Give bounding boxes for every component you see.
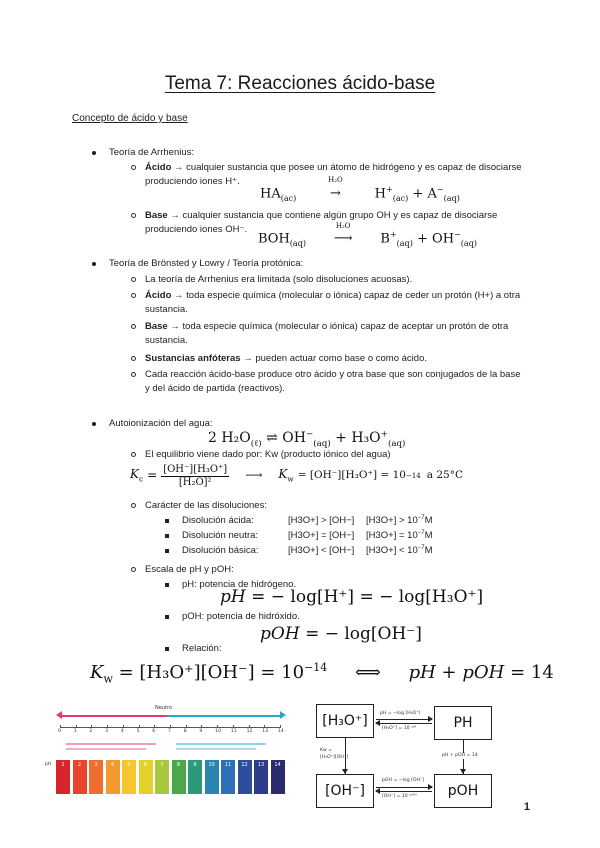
ph-equation xyxy=(220,585,483,610)
arrow-label: H₂O xyxy=(335,222,351,231)
solution-value xyxy=(366,544,433,558)
acid-definition: → toda especie química (molecular o iónica) capaz de ceder un protón (H+) a otra sustancia. xyxy=(145,290,521,315)
ruler-tick xyxy=(91,725,92,728)
fraction-numerator: [OH⁻][H₃O⁺] xyxy=(163,464,228,475)
value-text: [H3O+] > 10 xyxy=(366,515,418,527)
ruler-number: 14 xyxy=(278,729,284,734)
arrow-label: H₂O xyxy=(328,176,343,185)
scale-text: Escala de pH y pOH: xyxy=(145,564,234,575)
eq-term: OH xyxy=(432,231,455,247)
ruler-tick xyxy=(264,725,265,728)
ph-label: pH: potencia de hidrógeno. xyxy=(182,579,297,590)
eq-rest: = 14 xyxy=(510,662,554,683)
fraction-denominator: [H₂O]² xyxy=(178,476,212,488)
ruler-tick xyxy=(107,725,108,728)
page-title: Tema 7: Reacciones ácido-base xyxy=(164,73,436,94)
bottom-arrow-label: pOH = −log [OH⁻] xyxy=(382,778,425,783)
kw-relation-equation xyxy=(90,660,554,688)
base-arrow-line xyxy=(167,715,280,717)
solution-value xyxy=(366,529,433,543)
ruler-tick xyxy=(154,725,155,728)
ruler-number: 7 xyxy=(168,729,171,734)
eq-term: pH xyxy=(408,662,436,683)
kw-label: Kw = xyxy=(320,748,333,753)
eq-term: A xyxy=(427,186,437,202)
bullet-ring xyxy=(131,372,136,377)
ruler-number: 12 xyxy=(246,729,253,734)
eq-term: OH xyxy=(282,430,306,446)
solution-relation: [H3O+] > [OH−] xyxy=(288,515,355,527)
acid-term: Ácido xyxy=(145,162,172,173)
ph-swatch: 4 xyxy=(106,760,120,794)
arrowhead xyxy=(428,716,433,722)
eq-sub: w xyxy=(287,474,294,484)
ph-swatch: 13 xyxy=(254,760,268,794)
ph-swatch: 3 xyxy=(89,760,103,794)
arrowhead xyxy=(428,784,433,790)
ruler-tick xyxy=(139,725,140,728)
eq-term: pH xyxy=(220,587,246,607)
bronsted-heading: Teoría de Brönsted y Lowry / Teoría protónica: xyxy=(109,258,304,269)
bullet-ring xyxy=(131,165,136,170)
eq-sub: (aq) xyxy=(460,238,478,248)
eq-term: K xyxy=(278,467,288,482)
bullet-square xyxy=(165,615,169,619)
value-unit: M xyxy=(424,545,433,557)
reaction-arrow: H₂O → xyxy=(300,185,370,204)
arrhenius-heading: Teoría de Arrhenius: xyxy=(109,147,195,158)
bullet-square xyxy=(165,647,169,651)
solution-relation: [H3O+] = [OH−] xyxy=(288,530,355,542)
reaction-arrow: H₂O ⟶ xyxy=(310,230,376,249)
eq-term: pOH xyxy=(462,662,505,683)
ph-swatch: 11 xyxy=(221,760,235,794)
eq-sup: + xyxy=(380,429,388,440)
base-description xyxy=(176,743,266,745)
eq-sub: (aq) xyxy=(289,238,307,248)
ruler-number: 2 xyxy=(89,729,93,734)
kc-equation xyxy=(130,464,463,488)
amph-term: Sustancias anfóteras xyxy=(145,353,241,364)
page-number: 1 xyxy=(523,801,530,813)
ruler-number: 8 xyxy=(183,729,187,734)
eq-rest: = [H₃O⁺][OH⁻] = 10 xyxy=(118,662,305,683)
ruler-tick xyxy=(249,725,250,728)
ph-swatch: 14 xyxy=(271,760,285,794)
base-term: Base xyxy=(145,210,168,221)
ruler-tick xyxy=(217,725,218,728)
bullet-ring xyxy=(131,213,136,218)
acid-term: Ácido xyxy=(145,290,172,301)
bullet-ring xyxy=(131,452,136,457)
bullet-square xyxy=(165,583,169,587)
ruler-number: 1 xyxy=(73,729,77,734)
amph-definition: → pueden actuar como base o como ácido. xyxy=(243,353,427,364)
bottom-back-label: [OH⁻] = 10⁻ᵖᴼᴴ xyxy=(382,794,417,799)
solution-name: Disolución neutra: xyxy=(182,530,259,542)
base-description xyxy=(176,748,256,750)
ruler-number: 11 xyxy=(230,729,237,734)
eq-sub: (aq) xyxy=(313,438,331,449)
value-unit: M xyxy=(424,515,433,527)
eq-equals: = xyxy=(147,468,158,483)
acid-arrowhead xyxy=(56,711,62,719)
eq-sub: c xyxy=(138,474,144,484)
ruler-number: 0 xyxy=(58,729,61,734)
oh-box: [OH⁻] xyxy=(316,774,374,808)
eq-rest: = − log[H⁺] = − log[H₃O⁺] xyxy=(251,587,484,607)
acid-description xyxy=(66,743,156,745)
arrowhead xyxy=(342,769,348,774)
section-heading: Concepto de ácido y base xyxy=(72,113,188,124)
bullet-ring xyxy=(131,567,136,572)
top-back-label: [H₃O⁺] = 10⁻ᵖᴴ xyxy=(382,726,417,731)
auto-heading: Autoionización del agua: xyxy=(109,418,213,429)
top-arrow-label: pH = −log [H₃O⁺] xyxy=(380,711,421,716)
kw-product-label: [H₃O⁺][OH⁻] xyxy=(320,755,348,760)
ruler-number: 4 xyxy=(120,729,124,734)
eq-term: H₃O xyxy=(351,430,381,446)
eq-sup: + xyxy=(385,185,393,194)
eq-term: K xyxy=(90,662,104,683)
poh-box: pOH xyxy=(434,774,492,808)
eq-sup: − xyxy=(436,185,444,194)
bullet-dot xyxy=(92,262,96,266)
eq-sub: w xyxy=(103,672,113,686)
bullet-ring xyxy=(131,356,136,361)
eq-sup: − xyxy=(454,230,461,239)
ruler-number: 9 xyxy=(199,729,203,734)
ruler-number: 6 xyxy=(152,729,156,734)
ph-swatch: 5 xyxy=(122,760,136,794)
arrowhead xyxy=(375,788,380,794)
value-exp: −7 xyxy=(417,515,425,521)
base-definition: → cualquier sustancia que contiene algún grupo OH y es capaz de disociarse produciendo iones OH⁻. xyxy=(145,210,498,235)
ruler-number: 5 xyxy=(136,729,140,734)
eq-sub: (ac) xyxy=(392,193,409,203)
eq-sup: −14 xyxy=(304,661,328,674)
ph-color-swatches xyxy=(52,760,290,796)
eq-sup: −14 xyxy=(405,471,421,480)
top-forward-arrow xyxy=(376,719,432,720)
eq-sub: (aq) xyxy=(396,238,413,248)
solution-relation: [H3O+] < [OH−] xyxy=(288,545,355,557)
solution-name: Disolución básica: xyxy=(182,545,259,557)
eq-term: BOH xyxy=(258,231,290,247)
bullet-square xyxy=(165,519,169,523)
eq-term: pOH xyxy=(260,624,300,644)
eq-plus: + xyxy=(412,186,424,202)
acid-description xyxy=(66,748,146,750)
arrowhead xyxy=(460,769,466,774)
ph-side-label: pH xyxy=(45,762,52,767)
bullet-ring xyxy=(131,503,136,508)
kc-fraction xyxy=(161,464,229,488)
ph-swatch: 10 xyxy=(205,760,219,794)
h3o-box: [H₃O⁺] xyxy=(316,704,374,738)
ph-swatch: 8 xyxy=(172,760,186,794)
bottom-forward-arrow xyxy=(376,787,432,788)
ruler-tick xyxy=(280,725,281,728)
relation-label: Relación: xyxy=(182,643,222,654)
arrhenius-acid-equation xyxy=(260,176,460,205)
solution-name: Disolución ácida: xyxy=(182,515,254,527)
ph-relationship-diagram xyxy=(316,702,516,812)
eq-term: B xyxy=(380,231,390,247)
arrhenius-base-equation xyxy=(258,222,478,250)
top-back-arrow xyxy=(376,723,432,724)
bullet-ring xyxy=(131,277,136,282)
eq-term: H xyxy=(374,186,386,202)
bronsted-item-text: Cada reacción ácido-base produce otro ácido y otra base que son conjugados de la base y del ácido de partida (reactivos). xyxy=(145,369,521,394)
base-arrowhead xyxy=(280,711,286,719)
eq-sub: (aq) xyxy=(443,193,460,203)
base-definition: → toda especie química (molecular o iónica) capaz de aceptar un protón de otra sustancia. xyxy=(145,321,509,346)
ph-swatch: 1 xyxy=(56,760,70,794)
bottom-back-arrow xyxy=(376,791,432,792)
bullet-dot xyxy=(92,151,96,155)
eq-rest: = − log[OH⁻] xyxy=(305,624,422,644)
ph-swatch: 7 xyxy=(155,760,169,794)
ruler-number: 13 xyxy=(262,729,269,734)
bronsted-item-text: La teoría de Arrhenius era limitada (solo disoluciones acuosas). xyxy=(145,274,413,285)
poh-label: pOH: potencia de hidróxido. xyxy=(182,611,300,622)
bullet-ring xyxy=(131,324,136,329)
solution-value xyxy=(366,514,433,528)
ruler-tick xyxy=(170,725,171,728)
ruler-tick xyxy=(201,725,202,728)
value-text: [H3O+] < 10 xyxy=(366,545,418,557)
eq-plus: + xyxy=(335,430,347,446)
poh-equation xyxy=(260,622,422,647)
base-term: Base xyxy=(145,321,168,332)
ph-swatch: 12 xyxy=(238,760,252,794)
eq-iff: ⟺ xyxy=(355,662,381,683)
bullet-square xyxy=(165,549,169,553)
eq-arrow: ⟶ xyxy=(245,468,263,483)
acid-definition: → cualquier sustancia que posee un átomo de hidrógeno y es capaz de disociarse produciendo iones H⁺. xyxy=(145,162,522,187)
eq-rest: = [OH⁻][H₃O⁺] = 10 xyxy=(297,469,406,482)
value-text: [H3O+] = 10 xyxy=(366,530,418,542)
ph-swatch: 9 xyxy=(188,760,202,794)
eq-arrow: ⇌ xyxy=(266,430,278,446)
value-exp: −7 xyxy=(417,545,425,551)
eq-term: H₂O xyxy=(221,430,251,446)
eq-temperature: a 25°C xyxy=(426,469,463,482)
ruler-tick xyxy=(60,725,61,728)
ruler-tick xyxy=(123,725,124,728)
eq-sub: (aq) xyxy=(387,438,406,449)
ruler-number: 3 xyxy=(105,729,109,734)
arrowhead xyxy=(375,720,380,726)
ruler-tick xyxy=(186,725,187,728)
eq-plus: + xyxy=(441,662,457,683)
eq-term: K xyxy=(130,467,139,482)
bullet-square xyxy=(165,534,169,538)
bullet-ring xyxy=(131,293,136,298)
eq-term: HA xyxy=(260,186,281,202)
equilibrium-text: El equilibrio viene dado por: Kw (producto iónico del agua) xyxy=(145,449,391,460)
eq-sup: − xyxy=(305,429,314,440)
eq-sub: (ℓ) xyxy=(250,438,262,449)
ruler-tick xyxy=(233,725,234,728)
ph-swatch: 2 xyxy=(73,760,87,794)
value-unit: M xyxy=(424,530,433,542)
ruler-tick xyxy=(76,725,77,728)
sum-label: pH + pOH = 14 xyxy=(442,753,478,758)
eq-sub: (ac) xyxy=(280,193,297,203)
value-exp: −7 xyxy=(417,530,425,536)
eq-coef: 2 xyxy=(208,430,217,446)
neutral-label: Neutro xyxy=(155,705,172,711)
character-text: Carácter de las disoluciones: xyxy=(145,500,267,511)
eq-sup: + xyxy=(389,230,397,239)
ph-swatch: 6 xyxy=(139,760,153,794)
bullet-dot xyxy=(92,422,96,426)
ph-ruler-numbers xyxy=(58,729,284,737)
ph-box: PH xyxy=(434,706,492,740)
ruler-number: 10 xyxy=(215,729,221,734)
eq-plus: + xyxy=(417,231,428,247)
ph-scale-image xyxy=(45,705,290,800)
